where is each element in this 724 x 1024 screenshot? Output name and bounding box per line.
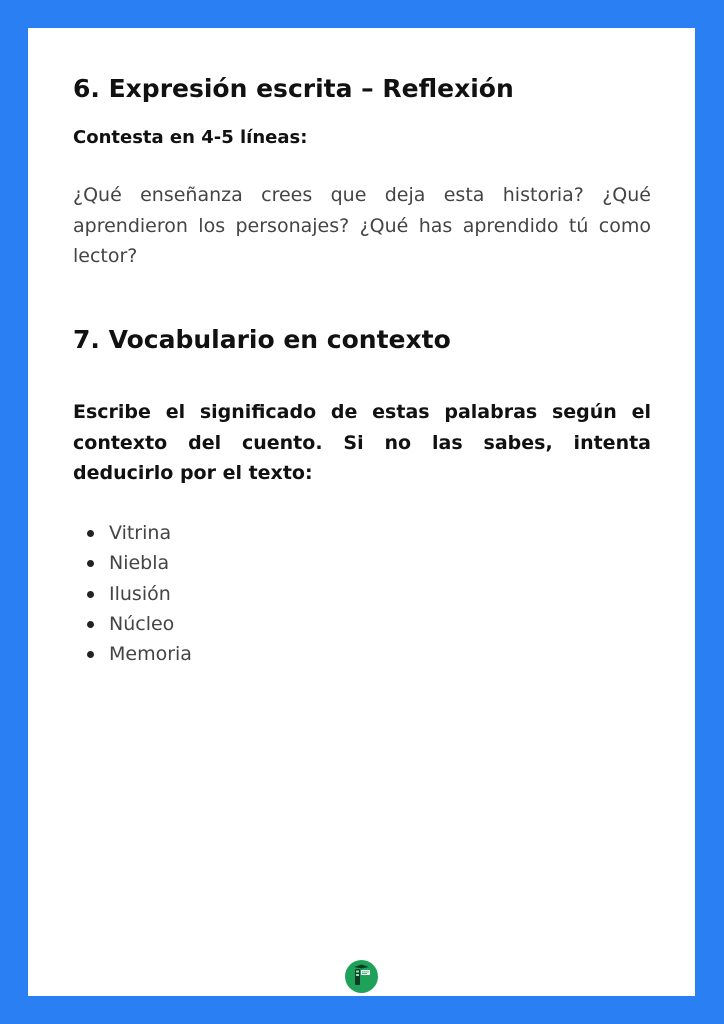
vocabulary-item: [73, 548, 192, 578]
vocabulary-word: Niebla: [109, 552, 170, 575]
vocabulary-item: [73, 609, 192, 639]
worksheet-page: [28, 28, 695, 996]
bullet-icon: [87, 560, 94, 567]
section-6-instruction: Contesta en 4-5 líneas:: [73, 127, 308, 148]
bullet-icon: [87, 591, 94, 598]
footer-logo-icon: [345, 960, 378, 993]
vocabulary-word: Vitrina: [109, 522, 172, 544]
section-7-heading: 7. Vocabulario en contexto: [73, 325, 451, 354]
section-6-heading: 6. Expresión escrita – Reflexión: [73, 74, 514, 103]
vocabulary-word: Núcleo: [109, 612, 175, 635]
vocabulary-list: [73, 518, 192, 669]
vocabulary-word: Ilusión: [109, 582, 171, 605]
bullet-icon: [87, 651, 94, 658]
vocabulary-item: [73, 639, 192, 669]
section-7-instruction: Escribe el significado de estas palabras según el contexto del cuento. Si no las sabes, intenta deducirlo por el texto:: [73, 401, 651, 484]
vocabulary-word: Memoria: [109, 643, 192, 666]
bullet-icon: [87, 621, 94, 628]
bullet-icon: [87, 530, 94, 537]
vocabulary-item: [73, 579, 192, 609]
section-6-question: ¿Qué enseñanza crees que deja esta historia? ¿Qué aprendieron los personajes? ¿Qué has aprendido tú como lector?: [73, 184, 651, 267]
vocabulary-item: [73, 518, 192, 548]
